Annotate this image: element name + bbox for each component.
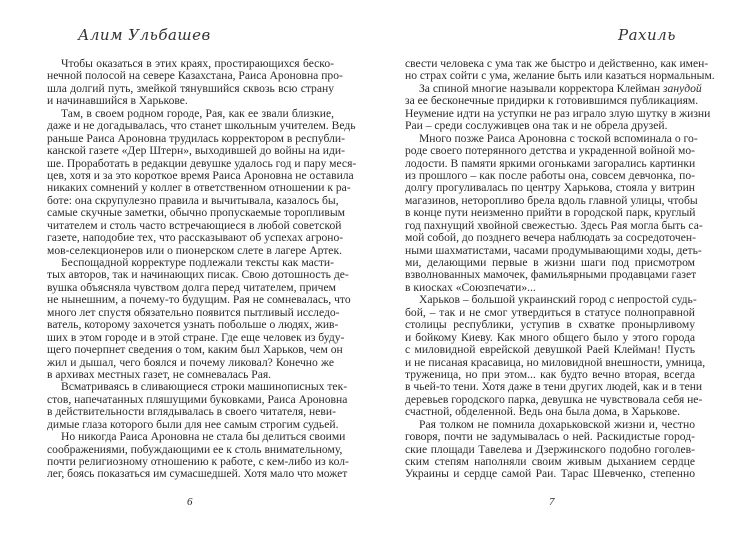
text-line: боте: она скрупулезно правила и вычитывала, казалось бы, [47,193,339,207]
text-line: ским степям наполняли своим живым дыханием сердце [405,455,695,468]
text-line: деревьев городского парка, девушка не чувствовала себя не- [405,392,703,406]
text-line: лег, боясь показаться им сумасшедшей. Хотя мало что может [47,467,348,481]
text-line: читателем и столь часто встречающиеся в любой советской [47,218,342,232]
text-line: бой, – так и не смог утвердиться в статусе полноправной [405,305,695,319]
text-line: цев, хотя и за это короткое время Раиса Ароновна не оставила [47,168,354,182]
page-body [47,57,357,481]
text-line: и начинавшийся в Харькове. [47,94,188,108]
text-line: и бойкому Киеву. Как много общего было у этого города [405,330,695,344]
text-line: мой собой, до позднего вечера наблюдать за сосредоточен- [405,231,696,245]
text-line: в киосках «Союзпечати»... [405,280,536,294]
text-line: свести человека с ума так же быстро и действенно, как имен- [405,57,709,70]
text-line: Рая толком не помнила дохарьковской жизни и, честно [419,417,695,431]
text-line: Беспощадной корректуре подлежали тексты как масти- [61,256,334,269]
text-line: Там, в своем родном городе, Рая, как ее звали близкие, [61,106,334,120]
text-line: щего почерпнет сведения о том, каким был Харьков, чем он [47,343,343,357]
text-line: роде своего потерянного детства и украденной войной мо- [405,144,695,158]
running-head-title: Рахиль [618,26,676,44]
text-line: никаких сомнений у коллег в ответственном отношении к ра- [47,181,351,195]
text-line: жил и дышал, чего боялся и почему ликовал? Конечно же [47,355,334,369]
emphasis-text: занудой [663,81,702,95]
text-line: за ее бесконечные придирки к готовившимся публикациям. [405,94,699,108]
text-line: Всматриваясь в сливающиеся строки машинописных тек- [61,380,348,394]
page-body [405,57,715,481]
page-number: 6 [187,496,193,508]
text-segment: За спиной многие называли корректора Клейман [419,81,664,95]
running-head-author: Алим Ульбашев [78,26,211,44]
text-line: из прошлого – как после работы она, совсем девчонка, по- [405,168,695,182]
text-line: самые скучные заметки, обычно пропускаемые торопливым [47,206,345,220]
text-line: взволнованных мамочек, фамильярными продавцами газет [405,268,697,282]
text-line: много лет спустя обязательно появится пытливый исследо- [47,305,340,319]
text-line: даже и не догадывалась, что станет школьным учителем. Ведь [47,119,356,133]
text-line: магазинов, неторопливо брела вдоль главной улицы, чтобы [405,193,698,207]
text-line: труженица, но при этом... как будто вечно вторая, всегда [405,367,695,381]
text-line: Но никогда Раиса Ароновна не стала бы делиться своими [61,430,346,444]
text-line: раньше Раиса Ароновна трудилась корректором в республи- [47,131,345,145]
page-number: 7 [549,496,555,508]
text-line: Украины и сердце самой Раи. Тарас Шевченко, степенно [405,467,695,481]
text-line: Много позже Раиса Ароновна с тоской вспоминала о го- [419,131,698,145]
text-line: долгу прогуливалась по центру Харькова, стояла у витрин [405,181,695,195]
text-line: в архивах местных газет, не сомневалась Рая. [47,367,272,381]
left-page [0,0,368,540]
text-line: с миловидной еврейской девушкой Раей Клейман! Пусть [405,343,695,357]
text-line: соображениями, побуждающими ее к столь внимательному, [47,442,343,456]
text-line: тых авторов, так и начинающих писак. Свою дотошность де- [47,268,349,282]
text-line: столицы республики, уступив в схватке пронырливому [405,318,695,332]
text-line: ших в этом городе и в этой стране. Где еще человек из буду- [47,330,345,344]
text-line: ские площади Тавелева и Дзержинского подобно гоголев- [405,442,695,456]
text-line: лодости. В памяти яркими огоньками загорались картинки [405,156,696,170]
text-line: Неумение идти на уступки не раз играло злую шутку в жизни [405,106,711,120]
text-line: в действительности вглядывалась в своего читателя, неви- [47,405,336,419]
text-line: димые глаза которого были для нее самым строгим судьей. [47,417,339,431]
text-line: нечной полосой на севере Казахстана, Раиса Ароновна про- [47,69,343,83]
text-line: почти религиозному отношению к работе, с кем-либо из кол- [47,455,349,468]
text-line: говоря, почти не задумывалась о ней. Раскидистые город- [405,430,695,444]
text-line: счастной, обделенной. Ведь она была дома, в Харькове. [405,405,681,419]
text-line: Раи – среди сослуживцев она так и не обрела друзей. [405,119,668,133]
text-line: вушка объясняла чувством долга перед читателем, причем [47,280,336,294]
text-line: Чтобы оказаться в этих краях, простирающихся беско- [61,57,334,70]
text-line: Харьков – большой украинский город с непростой судь- [419,293,697,307]
text-line: не нынешним, а почему-то будущим. Рая не сомневалась, что [47,293,351,307]
text-line: ми, делающими первые в жизни шаги под присмотром [405,256,695,269]
text-line: газете, наподобие тех, что рассказывают об успехах агроно- [47,231,344,245]
text-line: ватель, которому захочется узнать побольше о людях, жив- [47,318,339,332]
text-line: стов, напечатанных пляшущими буковками, Раиса Ароновна [47,392,348,406]
text-line: в чьей-то тени. Хотя даже в тени других людей, как и в тени [405,380,703,394]
text-line: в конце пути неизменно прийти в городской парк, круглый [405,206,696,220]
text-line: год пахнущий хвойной свежестью. Здесь Рая могла быть са- [405,218,703,232]
text-line: ше. Проработать в редакции девушке удалось год и пару меся- [47,156,357,170]
text-line: ными шахматистами, часами продумывающими ходы, деть- [405,243,702,257]
text-line: но страх сойти с ума, желание быть или казаться нормальным. [405,69,715,83]
text-line: шла долгий путь, змейкой тянувшийся сквозь всю страну [47,81,334,95]
text-line: и не писаная красавица, но миловидной внешности, умница, [405,355,706,369]
text-line: мов-селекционеров или о пионерском слете в лагере Артек. [47,243,342,257]
text-line: канской газете «Дер Штерн», выходившей до войны на иди- [47,144,345,158]
right-page [368,0,737,540]
